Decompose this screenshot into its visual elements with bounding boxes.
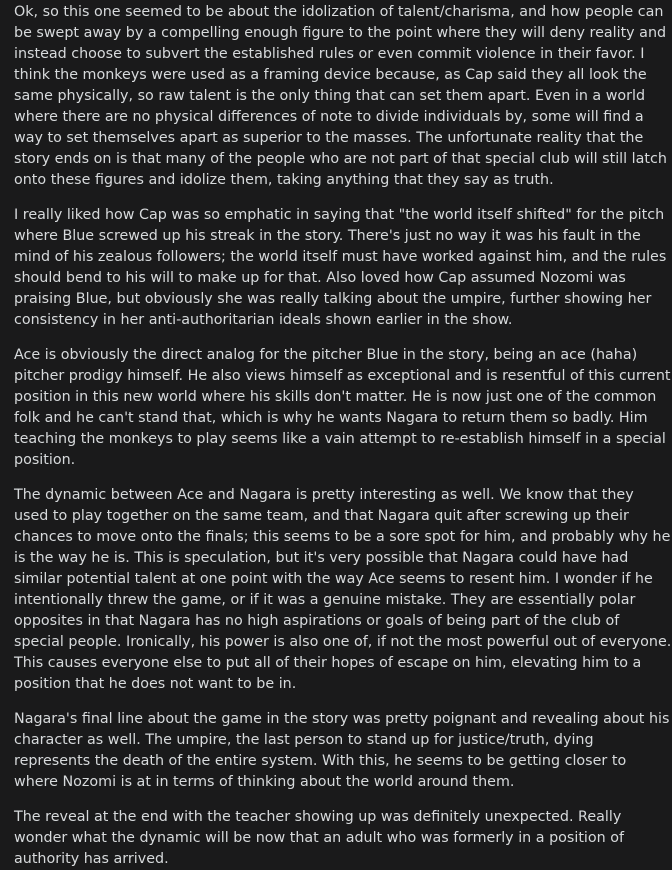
paragraph-2: I really liked how Cap was so emphatic in saying that "the world itself shifted" for the pitch where Blue screwed up his streak in the story. There's just no way it was his fault in the mind of his zealous followers; the world itself must have worked against him, and the rules should bend to his will to make up for that. Also loved how Cap assumed Nozomi was praising Blue, but obviously she was really talking about the umpire, further showing her consistency in her anti-authoritarian ideals shown earlier in the show.	[14, 207, 667, 328]
paragraph-3: Ace is obviously the direct analog for the pitcher Blue in the story, being an ace (haha) pitcher prodigy himself. He also views himself as exceptional and is resentful of this current position in this new world where his skills don't matter. He is now just one of the common folk and he can't stand that, which is why he wants Nagara to return them so badly. Him teaching the monkeys to play seems like a vain attempt to re-establish himself in a special position.	[14, 347, 671, 468]
paragraph-6: The reveal at the end with the teacher showing up was definitely unexpected. Really wonder what the dynamic will be now that an adult who was formerly in a position of authority has arrived.	[14, 809, 625, 867]
paragraph-5: Nagara's final line about the game in the story was pretty poignant and revealing about his character as well. The umpire, the last person to stand up for justice/truth, dying represents the death of the entire system. With this, he seems to be getting closer to where Nozomi is at in terms of thinking about the world around them.	[14, 711, 670, 790]
paragraph-4: The dynamic between Ace and Nagara is pretty interesting as well. We know that they used to play together on the same team, and that Nagara quit after screwing up their chances to move onto the finals; this seems to be a sore spot for him, and probably why he is the way he is. This is speculation, but it's very possible that Nagara could have had similar potential talent at one point with the way Ace seems to resent him. I wonder if he intentionally threw the game, or if it was a genuine mistake. They are essentially polar opposites in that Nagara has no high aspirations or goals of being part of the club of special people. Ironically, his power is also one of, if not the most powerful out of everyone. This causes everyone else to put all of their hopes of escape on him, elevating him to a position that he does not want to be in.	[14, 487, 672, 692]
paragraph-1: Ok, so this one seemed to be about the idolization of talent/charisma, and how people can be swept away by a compelling enough figure to the point where they will deny reality and instead choose to subvert the established rules or even commit violence in their favor. I think the monkeys were used as a framing device because, as Cap said they all look the same physically, so raw talent is the only thing that can set them apart. Even in a world where there are no physical differences of note to divide individuals by, some will find a way to set themselves apart as superior to the masses. The unfortunate reality that the story ends on is that many of the people who are not part of that special club will still latch onto these figures and idolize them, taking anything that they say as truth.	[14, 4, 667, 188]
